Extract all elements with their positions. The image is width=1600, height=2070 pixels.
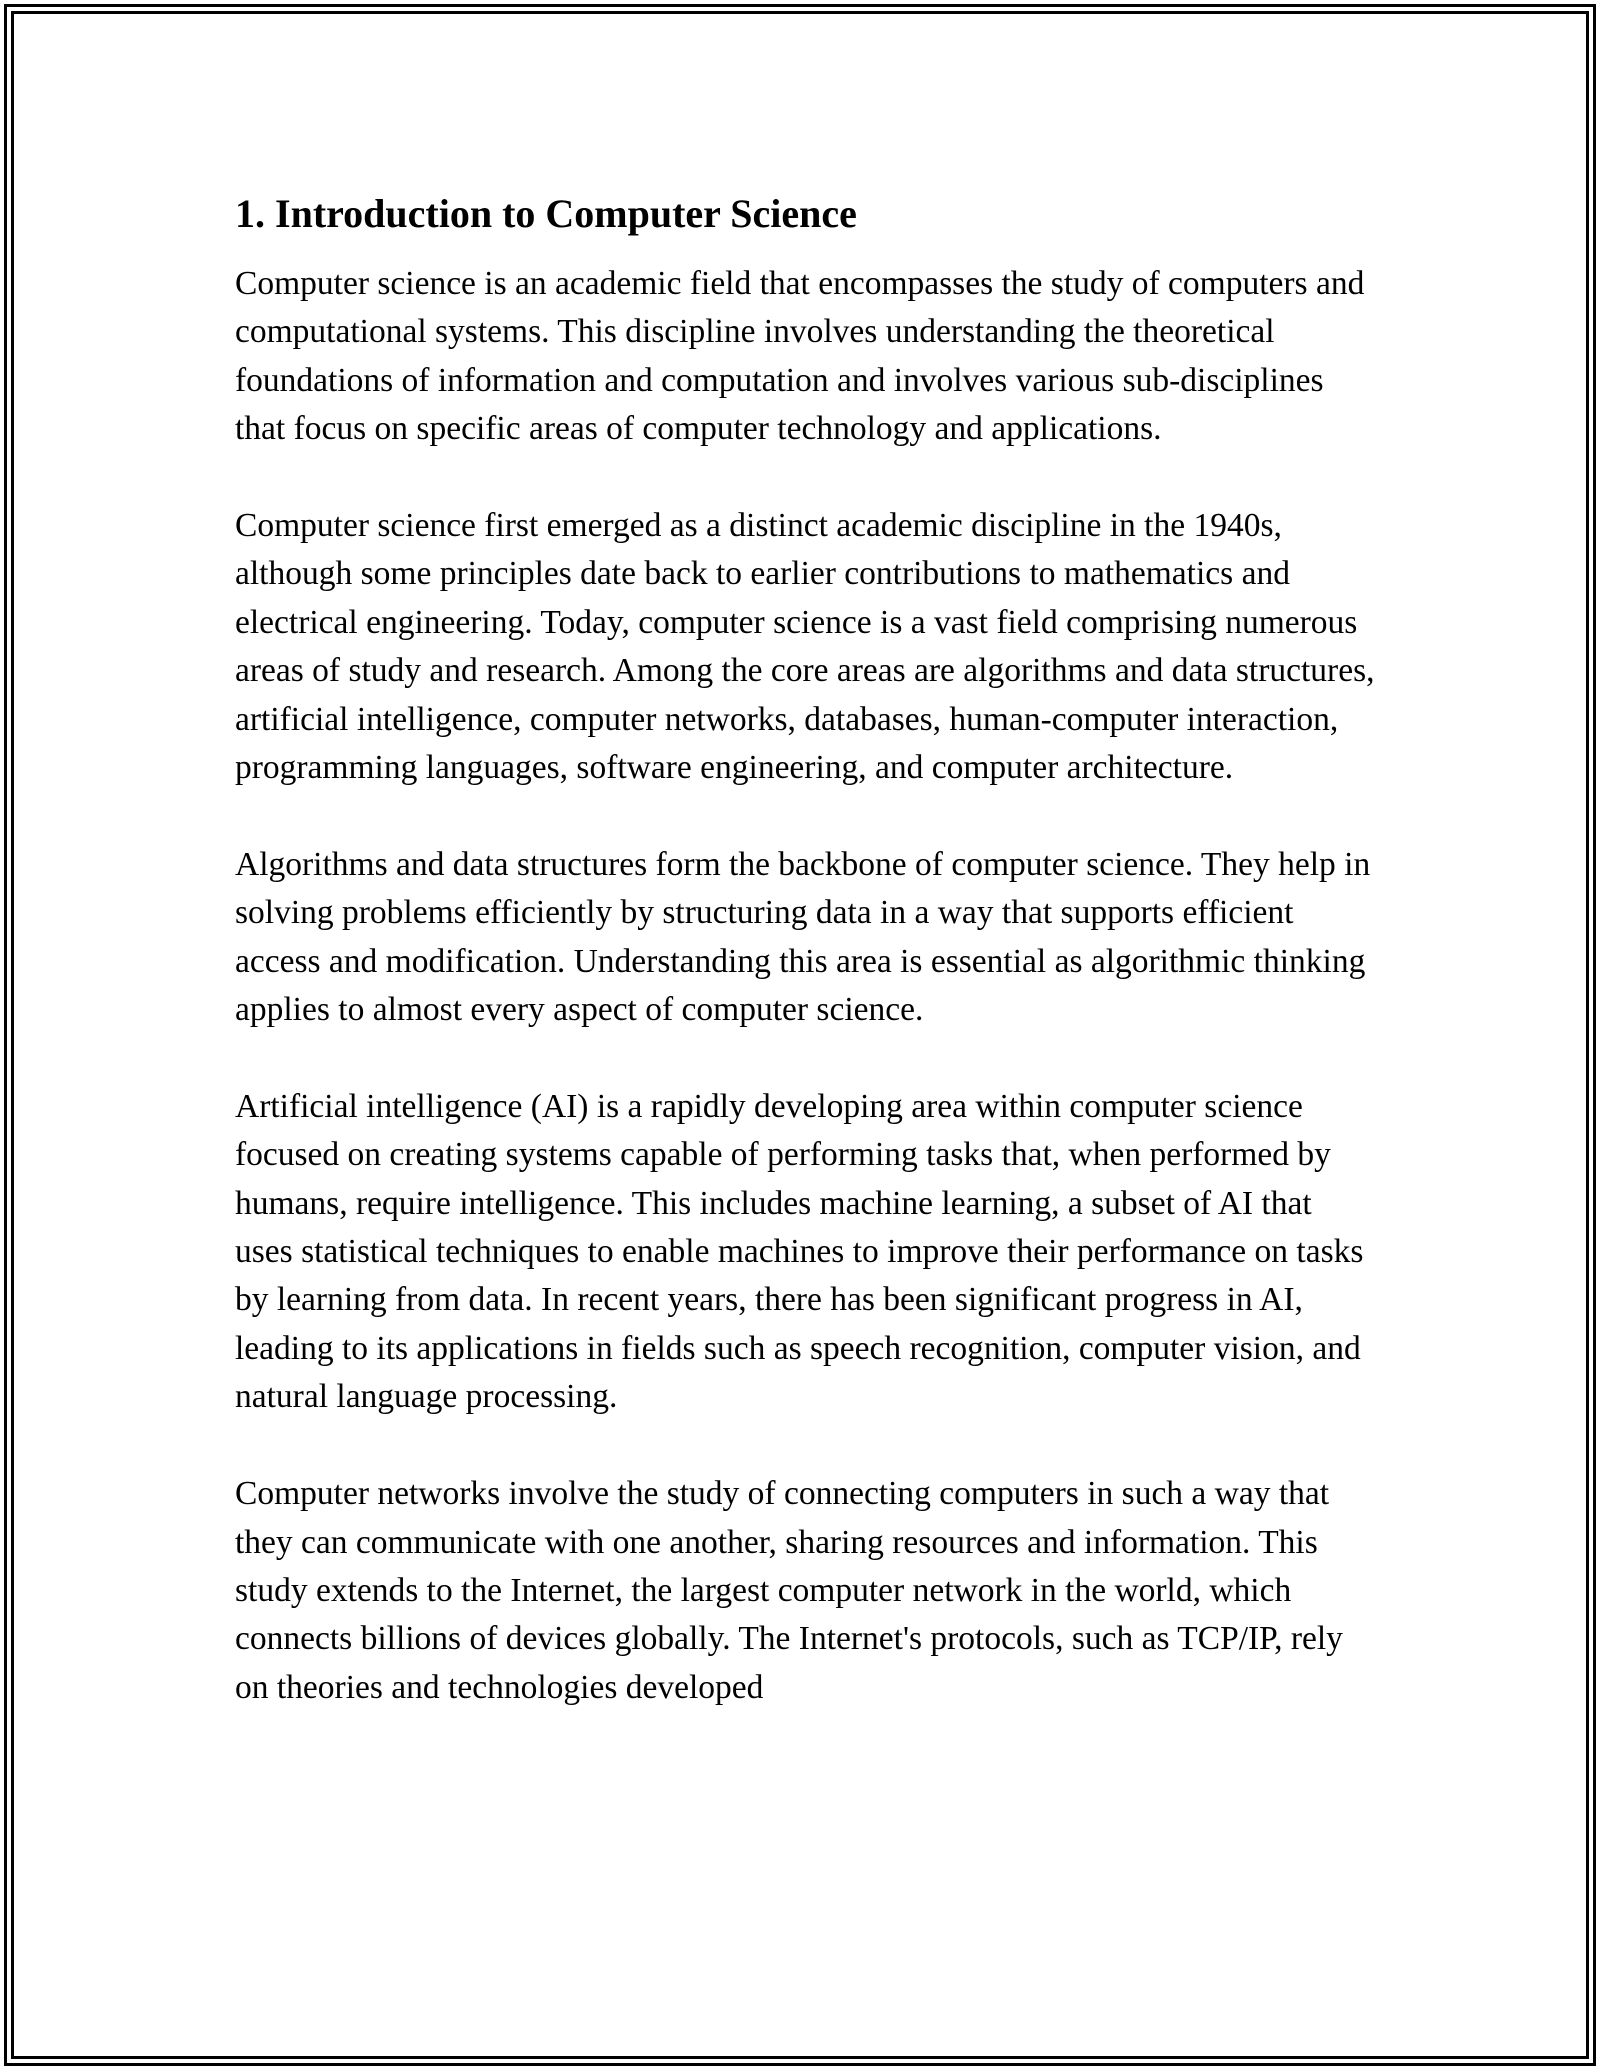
- paragraph-algorithms: Algorithms and data structures form the backbone of computer science. They help in solving problems efficiently by structuring data in a way that supports efficient access and modification. Understanding this area is essential as algorithmic thinking applies to almost every aspect of computer science.: [235, 845, 1371, 1029]
- document-body: [235, 186, 1375, 1761]
- section-heading: 1. Introduction to Computer Science: [235, 191, 857, 236]
- paragraph-ai: Artificial intelligence (AI) is a rapidly developing area within computer science focused on creating systems capable of performing tasks that, when performed by humans, require intelligence. This includes machine learning, a subset of AI that uses statistical techniques to enable machines to improve their performance on tasks by learning from data. In recent years, there has been significant progress in AI, leading to its applications in fields such as speech recognition, computer vision, and natural language processing.: [235, 1087, 1364, 1416]
- paragraph-intro: Computer science is an academic field that encompasses the study of computers and computational systems. This discipline involves understanding the theoretical foundations of information and computation and involves various sub-disciplines that focus on specific areas of computer technology and applications.: [235, 265, 1365, 448]
- paragraph-networks: Computer networks involve the study of connecting computers in such a way that they can communicate with one another, sharing resources and information. This study extends to the Internet, the largest computer network in the world, which connects billions of devices globally. The Internet's protocols, such as TCP/IP, rely on theories and technologies developed: [235, 1475, 1343, 1706]
- paragraph-history: Computer science first emerged as a distinct academic discipline in the 1940s, although some principles date back to earlier contributions to mathematics and electrical engineering. Today, computer science is a vast field comprising numerous areas of study and research. Among the core areas are algorithms and data structures, artificial intelligence, computer networks, databases, human-computer interaction, programming languages, software engineering, and computer architecture.: [235, 507, 1375, 787]
